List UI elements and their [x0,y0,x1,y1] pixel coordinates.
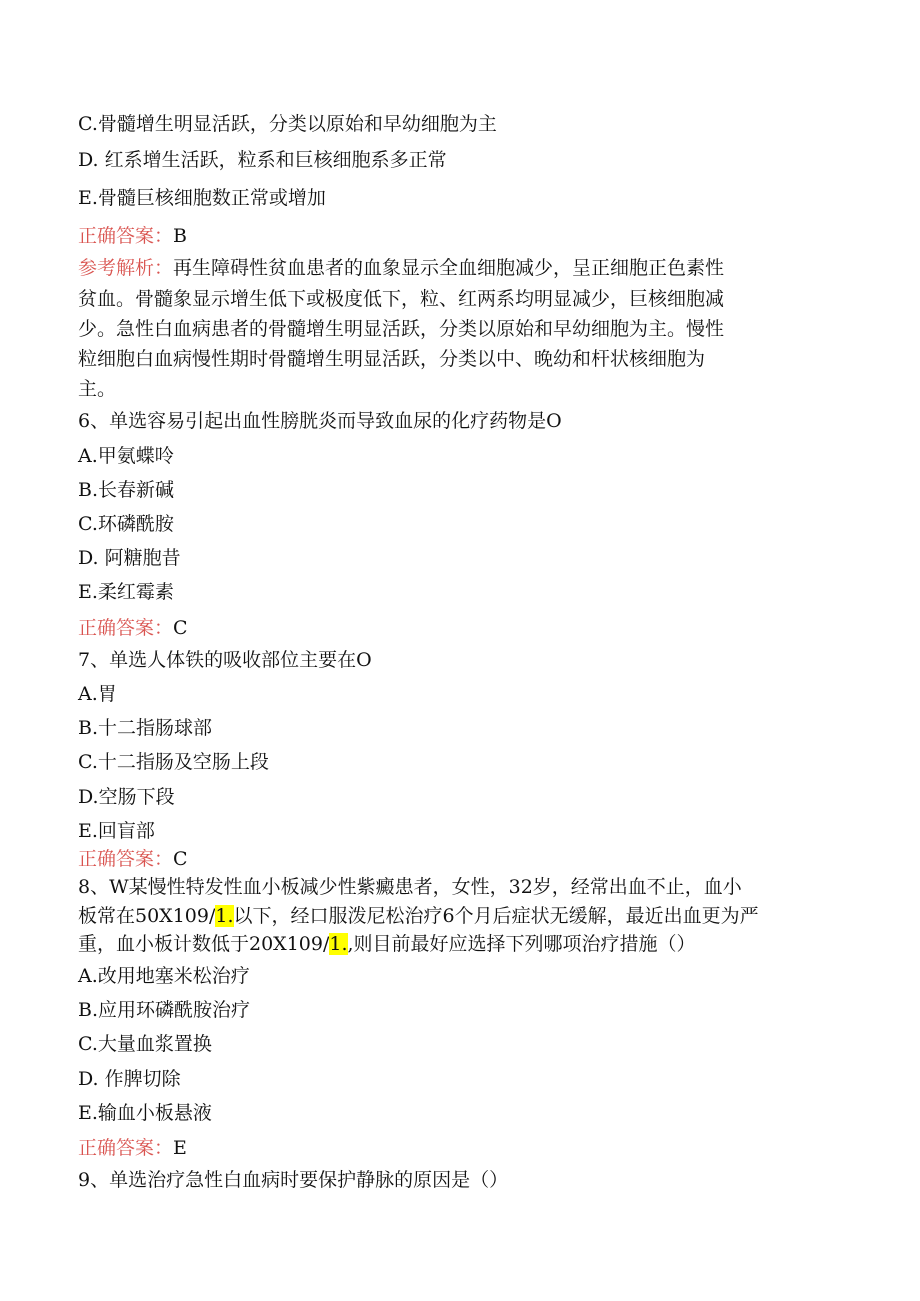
analysis-label: 参考解析： [78,257,174,279]
answer-value: B [173,225,187,247]
q6-option-e: E.柔红霉素 [78,581,174,603]
q8-question-line-2: 板常在50X109/1.以下，经口服泼尼松治疗6个月后症状无缓解，最近出血更为严 [78,905,759,927]
q6-option-b: B.长春新碱 [78,479,175,501]
q8-option-c: C.大量血浆置换 [78,1033,212,1055]
q7-option-e: E.回盲部 [78,820,155,842]
q7-option-b: B.十二指肠球部 [78,717,213,739]
q6-option-d: D. 阿糖胞昔 [78,547,181,569]
highlight-mark: 1. [215,905,234,927]
q8-question-line-1: 8、W某慢性特发性血小板减少性紫癜患者，女性，32岁，经常出血不止，血小 [78,876,742,898]
q8-option-a: A.改用地塞米松治疗 [78,965,250,987]
q5-analysis-line-1: 参考解析：再生障碍性贫血患者的血象显示全血细胞减少，呈正细胞正色素性 [78,257,725,279]
q5-analysis-line-4: 粒细胞白血病慢性期时骨髓增生明显活跃，分类以中、晚幼和杆状核细胞为 [78,348,706,370]
answer-value: C [173,848,188,870]
q7-answer [78,847,188,871]
highlight-mark: 1. [329,933,348,955]
q6-option-c: C.环磷酰胺 [78,513,174,535]
q7-question: 7、单选人体铁的吸收部位主要在O [78,649,372,671]
q9-question: 9、单选治疗急性白血病时要保护静脉的原因是（） [78,1169,509,1191]
q8-answer [78,1136,187,1160]
q7-option-d: D.空肠下段 [78,786,175,808]
q8-question-line-3: 重，血小板计数低于20X109/1.,则目前最好应选择下列哪项治疗措施（） [78,933,696,955]
answer-label: 正确答案： [78,1137,174,1159]
answer-label: 正确答案： [78,225,174,247]
q7-option-c: C.十二指肠及空肠上段 [78,751,269,773]
q5-analysis-line-2: 贫血。骨髓象显示增生低下或极度低下，粒、红两系均明显减少，巨核细胞减 [78,288,725,310]
q7-option-a: A.胃 [78,683,117,705]
q6-answer [78,616,188,640]
q8-option-d: D. 作脾切除 [78,1068,181,1090]
q6-option-a: A.甲氨蝶呤 [78,445,174,467]
q5-analysis-line-5: 主。 [78,378,117,400]
q6-question: 6、单选容易引起出血性膀胱炎而导致血尿的化疗药物是O [78,410,562,432]
q5-option-d: D. 红系增生活跃，粒系和巨核细胞系多正常 [78,149,447,171]
q8-option-b: B.应用环磷酰胺治疗 [78,999,251,1021]
q8-option-e: E.输血小板悬液 [78,1102,212,1124]
q5-answer [78,224,187,248]
answer-value: E [173,1137,187,1159]
q5-analysis-line-3: 少。急性白血病患者的骨髓增生明显活跃，分类以原始和早幼细胞为主。慢性 [78,318,725,340]
answer-value: C [173,617,188,639]
answer-label: 正确答案： [78,617,174,639]
answer-label: 正确答案： [78,848,174,870]
q5-option-c: C.骨髓增生明显活跃，分类以原始和早幼细胞为主 [78,113,497,135]
q5-option-e: E.骨髓巨核细胞数正常或增加 [78,187,326,209]
